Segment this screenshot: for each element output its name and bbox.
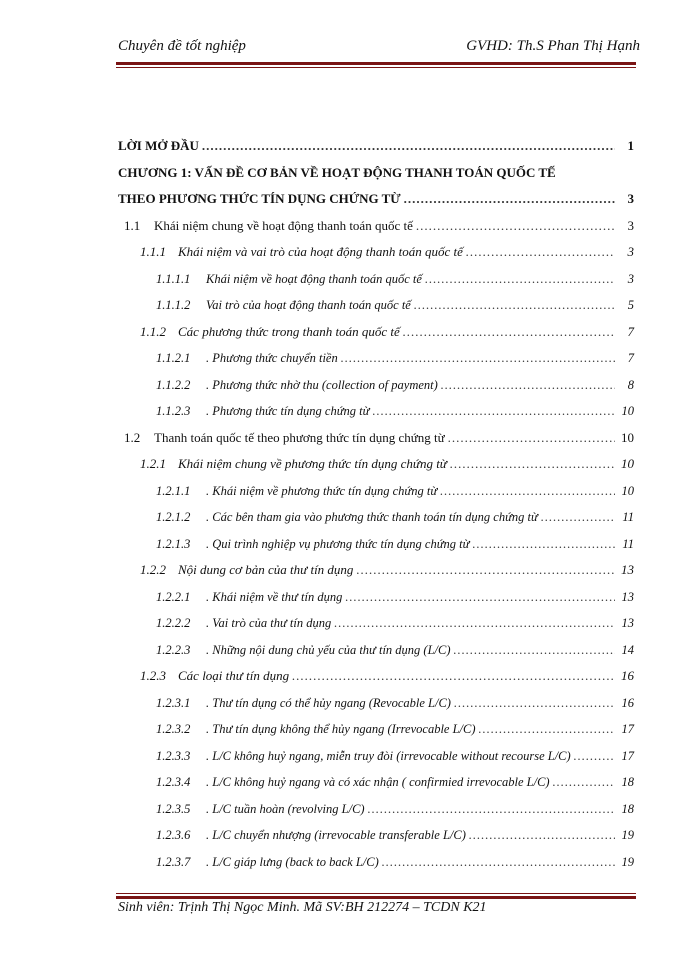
toc-page-number: 3: [627, 191, 634, 206]
toc-page-number: 17: [621, 748, 634, 763]
toc-entry-label: [140, 319, 400, 346]
toc-entry-number: 1.2.3.7: [156, 854, 191, 869]
toc-entry[interactable]: [118, 186, 634, 213]
toc-page-number: 10: [621, 483, 634, 498]
toc-dot-leader: [472, 531, 615, 558]
toc-dot-leader: [454, 637, 615, 664]
toc-entry-label: [156, 531, 469, 558]
toc-entry-label: [156, 610, 331, 637]
toc-dot-leader: [541, 504, 615, 531]
toc-entry-label: [140, 557, 353, 584]
toc-entry[interactable]: [118, 319, 634, 346]
toc-page-number: 11: [622, 536, 634, 551]
toc-entry-title: Khái niệm và vai trò của hoạt động thanh toán quốc tế: [178, 244, 463, 259]
toc-entry[interactable]: [118, 743, 634, 770]
toc-entry-label: [156, 637, 451, 664]
toc-dot-leader: [425, 266, 615, 293]
toc-entry-label: [140, 663, 289, 690]
toc-entry-number: 1.2.1.1: [156, 483, 191, 498]
toc-dot-leader: [454, 690, 615, 717]
toc-entry[interactable]: [118, 425, 634, 452]
toc-dot-leader: [469, 822, 615, 849]
toc-entry[interactable]: [118, 716, 634, 743]
toc-entry-number: 1.2.3.3: [156, 748, 191, 763]
toc-entry-number: 1.2.1.3: [156, 536, 191, 551]
toc-entry-title: . Thư tín dụng có thể hủy ngang (Revocable L/C): [206, 695, 451, 710]
toc-entry-label: [156, 372, 438, 399]
toc-entry-number: 1.2.3.4: [156, 775, 191, 789]
toc-dot-leader: [404, 186, 615, 213]
toc-entry-number: 1.2.2.1: [156, 589, 191, 604]
toc-entry-number: 1.2.2.3: [156, 642, 191, 657]
toc-entry-number: 1.2.1.2: [156, 510, 191, 524]
toc-page-number: 5: [627, 298, 634, 312]
toc-entry-label: [156, 584, 342, 611]
header-advisor: GVHD: Th.S Phan Thị Hạnh: [466, 38, 640, 54]
toc-page-number: 10: [621, 456, 634, 471]
toc-entry[interactable]: [118, 557, 634, 584]
toc-entry-number: 1.1.1.1: [156, 271, 191, 286]
toc-entry-number: 1.2.3.6: [156, 828, 191, 842]
toc-entry-title: . Khái niệm về phương thức tín dụng chứng từ: [206, 483, 438, 498]
toc-dot-leader: [440, 478, 615, 505]
toc-dot-leader: [450, 451, 615, 478]
toc-entry[interactable]: [118, 822, 634, 849]
toc-entry-title: LỜI MỞ ĐẦU: [118, 138, 199, 153]
toc-entry-label: [118, 133, 199, 160]
toc-entry-label: [156, 478, 437, 505]
toc-entry-title: Khái niệm chung về phương thức tín dụng chứng từ: [178, 456, 447, 471]
toc-entry[interactable]: [118, 478, 634, 505]
toc-entry-title: . Phương thức chuyển tiền: [206, 351, 338, 365]
toc-entry-title: Nội dung cơ bản của thư tín dụng: [178, 562, 354, 577]
toc-dot-leader: [372, 398, 615, 425]
toc-page-number: 17: [621, 722, 634, 736]
toc-entry-label: [124, 425, 445, 452]
page-header: [118, 38, 640, 60]
toc-entry[interactable]: [118, 398, 634, 425]
toc-page-number: 10: [621, 404, 634, 418]
toc-entry-number: 1.2.3.1: [156, 695, 191, 710]
toc-entry-title: Các phương thức trong thanh toán quốc tế: [178, 323, 400, 339]
toc-dot-leader: [202, 133, 615, 160]
toc-page-number: 10: [621, 429, 634, 445]
toc-page-number: 1: [627, 138, 634, 153]
toc-entry-number: 1.1.2.1: [156, 351, 191, 365]
toc-dot-leader: [574, 743, 615, 770]
toc-page-number: 13: [621, 616, 634, 630]
toc-entry-number: 1.2.2: [140, 562, 166, 577]
toc-entry-number: 1.1.2.2: [156, 377, 191, 392]
toc-entry[interactable]: [118, 160, 634, 187]
toc-entry[interactable]: [118, 133, 634, 160]
toc-entry[interactable]: [118, 584, 634, 611]
toc-entry-title: . L/C không huỷ ngang và có xác nhận ( confirmied irrevocable L/C): [206, 775, 550, 789]
toc-page-number: 8: [627, 377, 634, 392]
toc-entry[interactable]: [118, 690, 634, 717]
toc-page-number: 18: [621, 801, 634, 816]
toc-entry-label: [156, 690, 451, 717]
toc-dot-leader: [368, 796, 615, 823]
header-rule: [116, 62, 636, 68]
toc-entry-number: 1.2.2.2: [156, 616, 191, 630]
toc-entry-title: . L/C tuần hoàn (revolving L/C): [206, 801, 365, 816]
toc-page-number: 19: [621, 854, 634, 869]
toc-entry-label: [156, 345, 338, 372]
header-title: Chuyên đề tốt nghiệp: [118, 38, 246, 54]
toc-entry-title: . Phương thức nhờ thu (collection of payment): [206, 377, 438, 392]
toc-entry-number: 1.2: [124, 429, 141, 445]
toc-page-number: 13: [621, 589, 634, 604]
toc-entry[interactable]: [118, 796, 634, 823]
toc-dot-leader: [341, 345, 615, 372]
toc-page-number: 19: [621, 828, 634, 842]
toc-dot-leader: [448, 425, 615, 452]
toc-dot-leader: [382, 849, 615, 876]
toc-entry-label: [118, 160, 556, 187]
toc-dot-leader: [416, 213, 615, 240]
toc-entry[interactable]: [118, 372, 634, 399]
toc-entry-title: Các loại thư tín dụng: [178, 668, 290, 683]
toc-entry-number: 1.2.3.2: [156, 722, 191, 736]
toc-entry[interactable]: [118, 531, 634, 558]
toc-entry-label: [156, 398, 369, 425]
toc-entry-label: [140, 451, 447, 478]
toc-entry-label: [156, 743, 571, 770]
toc-entry-title: . Khái niệm về thư tín dụng: [206, 589, 343, 604]
toc-entry-title: . L/C không huỷ ngang, miễn truy đòi (irrevocable without recourse L/C): [206, 748, 571, 763]
toc-page-number: 14: [621, 642, 634, 657]
toc-entry-label: [156, 504, 538, 531]
toc-dot-leader: [441, 372, 615, 399]
toc-page-number: 3: [627, 217, 634, 233]
toc-dot-leader: [414, 292, 615, 319]
toc-entry-title: CHƯƠNG 1: VẤN ĐỀ CƠ BẢN VỀ HOẠT ĐỘNG THANH TOÁN QUỐC TẾ: [118, 164, 556, 180]
toc-entry-title: . Thư tín dụng không thể hủy ngang (Irrevocable L/C): [206, 722, 476, 736]
toc-entry-number: 1.2.1: [140, 456, 166, 471]
toc-entry-label: [140, 239, 463, 266]
toc-entry[interactable]: [118, 769, 634, 796]
toc-page-number: 18: [621, 775, 634, 789]
toc-entry-title: THEO PHƯƠNG THỨC TÍN DỤNG CHỨNG TỪ: [118, 191, 401, 206]
toc-entry[interactable]: [118, 239, 634, 266]
toc-entry-title: Khái niệm chung về hoạt động thanh toán quốc tế: [154, 217, 413, 233]
toc-page-number: 7: [627, 351, 634, 365]
toc-entry-label: [124, 213, 413, 240]
toc-entry-label: [156, 716, 476, 743]
toc-entry-number: 1.1.1: [140, 244, 166, 259]
toc-entry[interactable]: [118, 610, 634, 637]
toc-entry-label: [156, 849, 379, 876]
toc-entry-label: [156, 822, 466, 849]
toc-entry[interactable]: [118, 504, 634, 531]
toc-entry-number: 1.2.3.5: [156, 801, 191, 816]
toc-dot-leader: [292, 663, 615, 690]
toc-entry-label: [156, 292, 411, 319]
toc-entry[interactable]: [118, 663, 634, 690]
toc-entry-number: 1.1.2.3: [156, 404, 191, 418]
toc-entry-title: . Phương thức tín dụng chứng từ: [206, 404, 370, 418]
toc-entry[interactable]: [118, 213, 634, 240]
toc-page-number: 16: [621, 668, 634, 683]
toc-page-number: 3: [627, 271, 634, 286]
table-of-contents: [118, 133, 634, 875]
toc-entry[interactable]: [118, 292, 634, 319]
toc-dot-leader: [345, 584, 615, 611]
toc-entry-title: . Những nội dung chủ yếu của thư tín dụng (L/C): [206, 642, 451, 657]
toc-entry-label: [118, 186, 401, 213]
toc-entry-title: Khái niệm về hoạt động thanh toán quốc tế: [206, 271, 422, 286]
toc-entry-label: [156, 266, 422, 293]
toc-page-number: 16: [621, 695, 634, 710]
toc-entry-title: Thanh toán quốc tế theo phương thức tín dụng chứng từ: [154, 429, 445, 445]
toc-entry-title: . Các bên tham gia vào phương thức thanh toán tín dụng chứng từ: [206, 510, 538, 524]
toc-entry[interactable]: [118, 345, 634, 372]
toc-entry[interactable]: [118, 849, 634, 876]
toc-entry-number: 1.1.1.2: [156, 298, 191, 312]
toc-entry-number: 1.1.2: [140, 323, 166, 339]
toc-dot-leader: [403, 319, 615, 346]
toc-entry[interactable]: [118, 637, 634, 664]
toc-entry-title: . L/C chuyển nhượng (irrevocable transferable L/C): [206, 828, 466, 842]
toc-page-number: 11: [622, 510, 634, 524]
toc-entry-title: . Vai trò của thư tín dụng: [206, 616, 332, 630]
toc-entry-label: [156, 796, 365, 823]
toc-entry[interactable]: [118, 451, 634, 478]
footer-rule: [116, 893, 636, 899]
toc-dot-leader: [479, 716, 615, 743]
toc-entry-number: 1.1: [124, 217, 141, 233]
toc-page-number: 7: [627, 323, 634, 339]
toc-dot-leader: [553, 769, 615, 796]
toc-dot-leader: [466, 239, 615, 266]
toc-entry[interactable]: [118, 266, 634, 293]
page-footer: Sinh viên: Trịnh Thị Ngọc Minh. Mã SV:BH 212274 – TCDN K21: [118, 900, 487, 915]
toc-entry-label: [156, 769, 550, 796]
toc-page-number: 3: [627, 244, 634, 259]
toc-page-number: 13: [621, 562, 634, 577]
toc-dot-leader: [356, 557, 615, 584]
toc-entry-title: . L/C giáp lưng (back to back L/C): [206, 854, 379, 869]
toc-entry-number: 1.2.3: [140, 668, 166, 683]
toc-dot-leader: [334, 610, 615, 637]
toc-entry-title: . Qui trình nghiệp vụ phương thức tín dụng chứng từ: [206, 536, 470, 551]
toc-entry-title: Vai trò của hoạt động thanh toán quốc tế: [206, 298, 411, 312]
